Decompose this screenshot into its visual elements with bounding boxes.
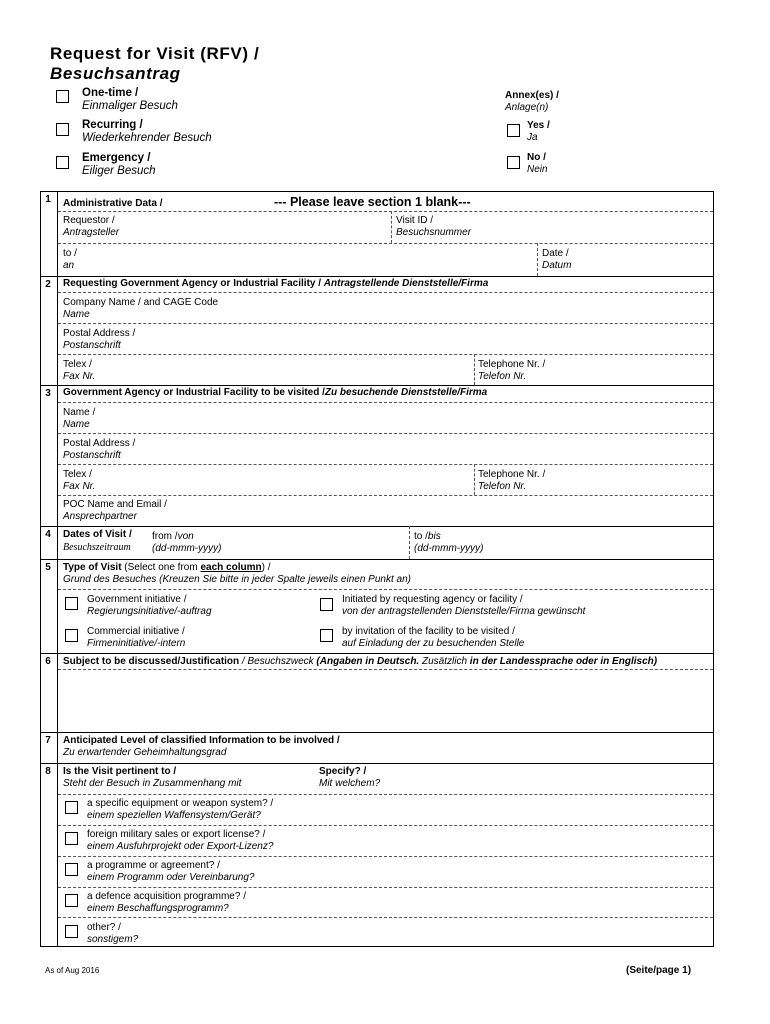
page-number: (Seite/page 1) [626, 965, 692, 976]
emergency-sublabel: Eiliger Besuch [82, 165, 156, 177]
visited-telephone-sublabel: Telefon Nr. [478, 481, 527, 492]
section-1-number: 1 [45, 194, 51, 205]
emergency-label: Emergency / [82, 152, 151, 164]
visited-telephone-label: Telephone Nr. / [478, 469, 546, 480]
company-label: Company Name / and CAGE Code [63, 297, 219, 308]
recurring-sublabel: Wiederkehrender Besuch [82, 132, 212, 144]
form-title-german: Besuchsantrag [50, 64, 181, 83]
to-sublabel: an [63, 260, 75, 271]
form-title: Request for Visit (RFV) / [50, 44, 260, 63]
justification-field[interactable] [60, 672, 710, 730]
visited-telex-sublabel: Fax Nr. [63, 481, 96, 492]
section-5-number: 5 [45, 562, 51, 573]
initiated-by-requester-checkbox[interactable] [320, 598, 333, 611]
section-6-title-mid2: Zusätzlich [419, 656, 470, 667]
telex-label: Telex / [63, 359, 92, 370]
visited-name-sublabel: Name [63, 419, 90, 430]
dates-of-visit-sublabel: Besuchszeitraum [63, 542, 131, 553]
from-label-de: von [177, 531, 194, 542]
visited-name-label: Name / [63, 407, 96, 418]
section-6-title-b1: (Angaben in Deutsch. [316, 656, 420, 667]
programme-agreement-label: a programme or agreement? / [87, 860, 220, 871]
telex-sublabel: Fax Nr. [63, 371, 96, 382]
annex-no-checkbox[interactable] [507, 156, 520, 169]
defence-acquisition-checkbox[interactable] [65, 894, 78, 907]
requestor-label: Requestor / [63, 215, 115, 226]
annex-yes-checkbox[interactable] [507, 124, 520, 137]
defence-acquisition-sublabel: einem Beschaffungsprogramm? [87, 903, 229, 914]
annex-sublabel: Anlage(n) [505, 102, 549, 113]
by-invitation-label: by invitation of the facility to be visited / [342, 626, 515, 637]
to-date-label [414, 531, 441, 543]
section-5-sublabel: Grund des Besuches (Kreuzen Sie bitte in jeder Spalte jeweils einen Punkt an) [63, 574, 411, 585]
annex-yes-sublabel: Ja [527, 132, 538, 143]
section-6-title-main: Subject to be discussed/Justification [63, 656, 240, 667]
section-7-sublabel: Zu erwartender Geheimhaltungsgrad [63, 747, 227, 758]
date-label: Date / [542, 248, 569, 259]
section-3-title [63, 387, 487, 399]
telephone-label: Telephone Nr. / [478, 359, 546, 370]
recurring-label: Recurring / [82, 119, 143, 131]
to-date-format: (dd-mmm-yyyy) [414, 543, 484, 554]
by-invitation-sublabel: auf Einladung der zu besuchenden Stelle [342, 638, 525, 649]
foreign-military-sales-sublabel: einem Ausfuhrprojekt oder Export-Lizenz? [87, 841, 274, 852]
other-checkbox[interactable] [65, 925, 78, 938]
section-5-title [63, 562, 270, 574]
section-8-sublabel: Steht der Besuch in Zusammenhang mit [63, 778, 242, 789]
requestor-sublabel: Antragsteller [63, 227, 120, 238]
from-label [152, 531, 194, 543]
postal-address-sublabel: Postanschrift [63, 340, 121, 351]
initiated-by-requester-label: Initiated by requesting agency or facility / [342, 594, 523, 605]
section-2-title [63, 278, 488, 290]
specify-sublabel: Mit welchem? [319, 778, 381, 789]
foreign-military-sales-label: foreign military sales or export license? / [87, 829, 266, 840]
other-label: other? / [87, 922, 121, 933]
specific-equipment-sublabel: einem speziellen Waffensystem/Gerät? [87, 810, 261, 821]
to-date-label-de: bis [427, 531, 441, 542]
by-invitation-checkbox[interactable] [320, 629, 333, 642]
annex-label: Annex(es) / [505, 90, 559, 101]
emergency-checkbox[interactable] [56, 156, 69, 169]
section-3-number: 3 [45, 388, 51, 399]
section-3-title-de: Zu besuchende Dienststelle/Firma [324, 387, 488, 398]
section-3-title-en: Government Agency or Industrial Facility to be visited / [63, 387, 325, 398]
one-time-label: One-time / [82, 87, 139, 99]
specific-equipment-checkbox[interactable] [65, 801, 78, 814]
annex-yes-label: Yes / [527, 120, 550, 131]
foreign-military-sales-checkbox[interactable] [65, 832, 78, 845]
commercial-initiative-label: Commercial initiative / [87, 626, 185, 637]
section-7-title: Anticipated Level of classified Information to be involved / [63, 735, 340, 746]
section-7-number: 7 [45, 735, 51, 746]
visit-id-sublabel: Besuchsnummer [396, 227, 472, 238]
from-label-en: from / [152, 531, 178, 542]
section-2-title-en: Requesting Government Agency or Industrial Facility / [63, 278, 322, 289]
defence-acquisition-label: a defence acquisition programme? / [87, 891, 246, 902]
section-2-title-de: Antragstellende Dienststelle/Firma [323, 278, 489, 289]
specific-equipment-label: a specific equipment or weapon system? / [87, 798, 274, 809]
postal-address-label: Postal Address / [63, 328, 136, 339]
one-time-checkbox[interactable] [56, 90, 69, 103]
programme-agreement-sublabel: einem Programm oder Vereinbarung? [87, 872, 255, 883]
telephone-sublabel: Telefon Nr. [478, 371, 527, 382]
commercial-initiative-checkbox[interactable] [65, 629, 78, 642]
to-date-label-en: to / [414, 531, 428, 542]
commercial-initiative-sublabel: Firmeninitiative/-intern [87, 638, 186, 649]
section-1-blank-note: --- Please leave section 1 blank--- [274, 195, 471, 209]
to-label: to / [63, 248, 77, 259]
section-2-number: 2 [45, 279, 51, 290]
section-1-title: Administrative Data / [63, 198, 163, 209]
government-initiative-sublabel: Regierungsinitiative/-auftrag [87, 606, 212, 617]
other-sublabel: sonstigem? [87, 934, 139, 945]
company-sublabel: Name [63, 309, 90, 320]
government-initiative-checkbox[interactable] [65, 597, 78, 610]
visited-telex-label: Telex / [63, 469, 92, 480]
section-6-title-b2: in der Landessprache oder in Englisch) [469, 656, 658, 667]
section-5-title-post: ) / [261, 562, 271, 573]
section-4-number: 4 [45, 529, 51, 540]
specify-label: Specify? / [319, 766, 367, 777]
section-5-title-pre: (Select one from [121, 562, 201, 573]
section-8-number: 8 [45, 766, 51, 777]
section-5-title-main: Type of Visit [63, 562, 122, 573]
visit-id-label: Visit ID / [396, 215, 434, 226]
from-format: (dd-mmm-yyyy) [152, 543, 222, 554]
one-time-sublabel: Einmaliger Besuch [82, 100, 178, 112]
visited-postal-label: Postal Address / [63, 438, 136, 449]
programme-agreement-checkbox[interactable] [65, 863, 78, 876]
date-sublabel: Datum [542, 260, 572, 271]
section-6-title [63, 656, 657, 668]
initiated-by-requester-sublabel: von der antragstellenden Dienststelle/Firma gewünscht [342, 606, 586, 617]
section-5-title-underlined: each column [200, 562, 262, 573]
section-6-title-mid: / Besuchszweck [239, 656, 317, 667]
annex-no-sublabel: Nein [527, 164, 548, 175]
recurring-checkbox[interactable] [56, 123, 69, 136]
poc-sublabel: Ansprechpartner [63, 511, 137, 522]
annex-no-label: No / [527, 152, 546, 163]
revision-date: As of Aug 2016 [45, 966, 100, 975]
poc-label: POC Name and Email / [63, 499, 167, 510]
section-8-title: Is the Visit pertinent to / [63, 766, 177, 777]
government-initiative-label: Government initiative / [87, 594, 187, 605]
dates-of-visit-label: Dates of Visit / [63, 529, 132, 540]
section-6-number: 6 [45, 656, 51, 667]
visited-postal-sublabel: Postanschrift [63, 450, 121, 461]
